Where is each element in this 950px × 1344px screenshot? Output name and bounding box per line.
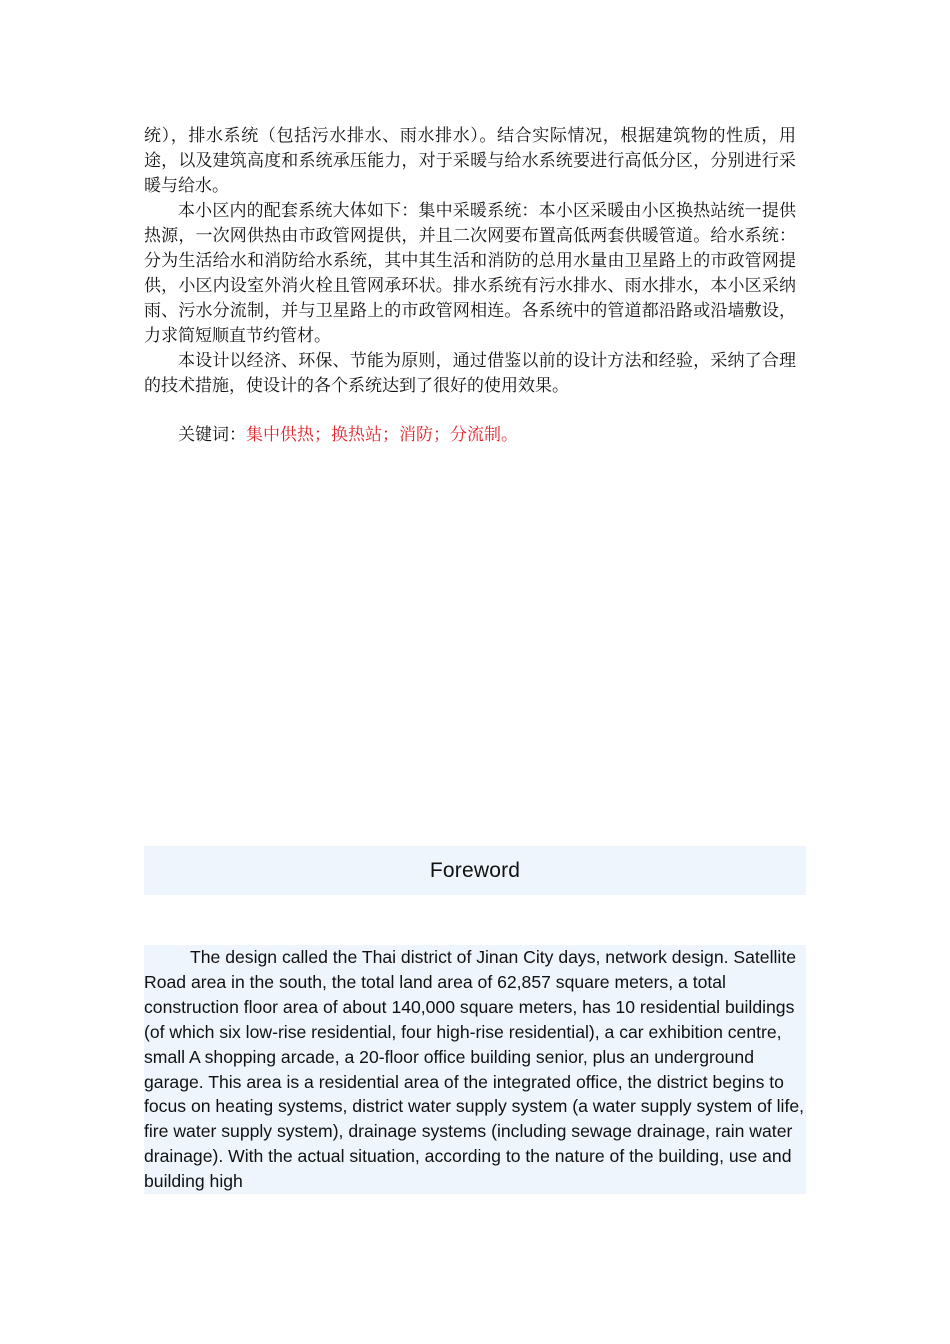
abstract-paragraph-continuation: 统），排水系统（包括污水排水、雨水排水）。结合实际情况，根据建筑物的性质，用途，以及建筑高度和系统承压能力，对于采暖与给水系统要进行高低分区，分别进行采暖与给水。 bbox=[144, 126, 796, 196]
abstract-paragraph-systems: 本小区内的配套系统大体如下：集中采暖系统：本小区采暖由小区换热站统一提供热源，一次网供热由市政管网提供，并且二次网要布置高低两套供暖管道。给水系统：分为生活给水和消防给水系统，其中其生活和消防的总用水量由卫星路上的市政管网提供，小区内设室外消火栓且管网承环状。排水系统有污水排水、雨水排水，本小区采纳雨、污水分流制，并与卫星路上的市政管网相连。各系统中的管道都沿路或沿墙敷设，力求简短顺直节约管材。 bbox=[144, 201, 796, 346]
foreword-heading-banner bbox=[144, 846, 806, 895]
foreword-body bbox=[144, 945, 806, 1194]
keywords-label: 关键词： bbox=[178, 425, 246, 445]
foreword-paragraph: The design called the Thai district of Jinan City days, network design. Satellite Road area in the south, the total land area of 62,857 square meters, a total construction floor area of about 140,000 square meters, has 10 residential buildings (of which six low-rise residential, four high-rise residential), a car exhibition centre, small A shopping arcade, a 20-floor office building senior, plus an underground garage. This area is a residential area of the integrated office, the district begins to focus on heating systems, district water supply system (a water supply system of life, fire water supply system), drainage systems (including sewage drainage, rain water drainage). With the actual situation, according to the nature of the building, use and building high bbox=[144, 947, 805, 1192]
foreword-title: Foreword bbox=[429, 858, 521, 882]
keywords-line bbox=[178, 423, 518, 448]
chinese-abstract bbox=[144, 124, 796, 399]
abstract-paragraph-principles: 本设计以经济、环保、节能为原则，通过借鉴以前的设计方法和经验，采纳了合理的技术措施，使设计的各个系统达到了很好的使用效果。 bbox=[144, 351, 796, 396]
keywords-values: 集中供热；换热站；消防；分流制。 bbox=[246, 425, 518, 445]
